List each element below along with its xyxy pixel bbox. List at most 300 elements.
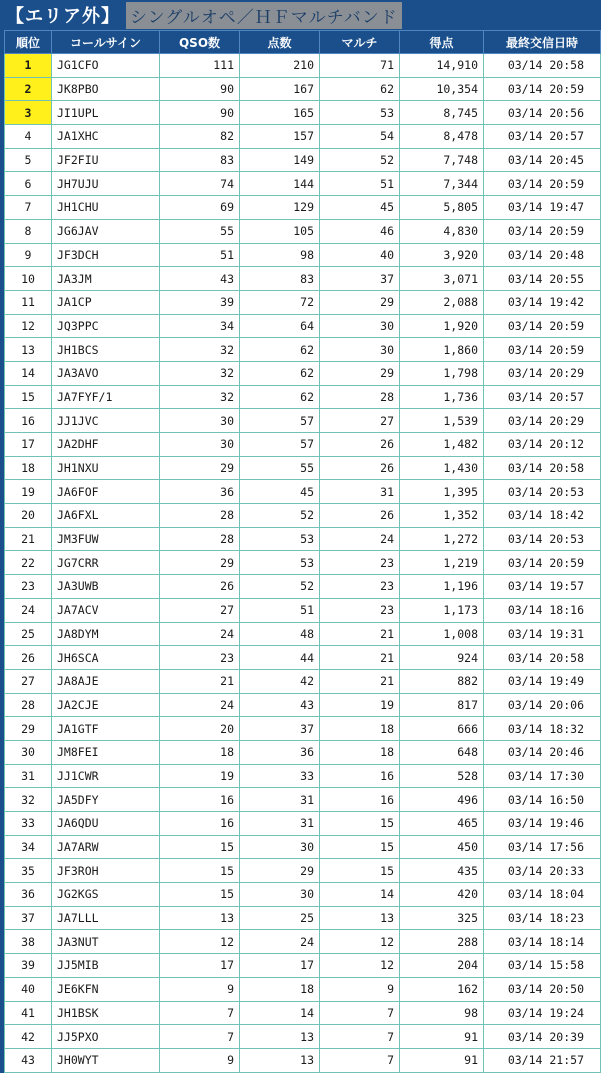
qso-cell: 24 xyxy=(160,622,240,646)
points-cell: 62 xyxy=(240,385,320,409)
multi-cell: 24 xyxy=(320,527,400,551)
qso-cell: 90 xyxy=(160,101,240,125)
rank-cell: 11 xyxy=(5,290,52,314)
multi-cell: 23 xyxy=(320,598,400,622)
rank-cell: 40 xyxy=(5,977,52,1001)
table-row xyxy=(5,172,601,196)
col-header-last-contact: 最終交信日時 xyxy=(484,31,601,54)
multi-cell: 54 xyxy=(320,125,400,149)
rank-cell: 6 xyxy=(5,172,52,196)
rank-cell: 32 xyxy=(5,788,52,812)
score-cell: 10,354 xyxy=(400,77,484,101)
points-cell: 167 xyxy=(240,77,320,101)
multi-cell: 30 xyxy=(320,314,400,338)
last-contact-cell: 03/14 20:33 xyxy=(484,859,601,883)
multi-cell: 29 xyxy=(320,290,400,314)
rank-cell: 2 xyxy=(5,77,52,101)
multi-cell: 62 xyxy=(320,77,400,101)
callsign-cell: JG1CFO xyxy=(52,54,160,78)
callsign-cell: JH1BCS xyxy=(52,338,160,362)
callsign-cell: JA1CP xyxy=(52,290,160,314)
callsign-cell: JA2DHF xyxy=(52,433,160,457)
table-row xyxy=(5,54,601,78)
multi-cell: 19 xyxy=(320,693,400,717)
callsign-cell: JA6FOF xyxy=(52,480,160,504)
last-contact-cell: 03/14 16:50 xyxy=(484,788,601,812)
rank-cell: 25 xyxy=(5,622,52,646)
callsign-cell: JA3AVO xyxy=(52,361,160,385)
multi-cell: 27 xyxy=(320,409,400,433)
area-label: 【エリア外】 xyxy=(6,6,120,27)
table-row xyxy=(5,883,601,907)
callsign-cell: JA3UWB xyxy=(52,575,160,599)
callsign-cell: JH1CHU xyxy=(52,196,160,220)
qso-cell: 74 xyxy=(160,172,240,196)
multi-cell: 31 xyxy=(320,480,400,504)
table-row xyxy=(5,361,601,385)
multi-cell: 45 xyxy=(320,196,400,220)
points-cell: 149 xyxy=(240,148,320,172)
rank-cell: 19 xyxy=(5,480,52,504)
points-cell: 42 xyxy=(240,669,320,693)
points-cell: 14 xyxy=(240,1001,320,1025)
points-cell: 57 xyxy=(240,433,320,457)
results-table-header xyxy=(5,31,601,54)
qso-cell: 24 xyxy=(160,693,240,717)
table-row xyxy=(5,409,601,433)
last-contact-cell: 03/14 19:31 xyxy=(484,622,601,646)
rank-cell: 36 xyxy=(5,883,52,907)
last-contact-cell: 03/14 17:56 xyxy=(484,835,601,859)
qso-cell: 30 xyxy=(160,409,240,433)
table-row xyxy=(5,977,601,1001)
last-contact-cell: 03/14 18:14 xyxy=(484,930,601,954)
points-cell: 52 xyxy=(240,575,320,599)
points-cell: 31 xyxy=(240,788,320,812)
points-cell: 165 xyxy=(240,101,320,125)
table-row xyxy=(5,480,601,504)
points-cell: 105 xyxy=(240,219,320,243)
last-contact-cell: 03/14 19:42 xyxy=(484,290,601,314)
qso-cell: 27 xyxy=(160,598,240,622)
callsign-cell: JA8DYM xyxy=(52,622,160,646)
table-row xyxy=(5,598,601,622)
qso-cell: 28 xyxy=(160,504,240,528)
last-contact-cell: 03/14 19:49 xyxy=(484,669,601,693)
table-row xyxy=(5,1048,601,1072)
points-cell: 83 xyxy=(240,267,320,291)
table-row xyxy=(5,669,601,693)
table-row xyxy=(5,314,601,338)
table-row xyxy=(5,906,601,930)
points-cell: 48 xyxy=(240,622,320,646)
multi-cell: 12 xyxy=(320,930,400,954)
last-contact-cell: 03/14 20:59 xyxy=(484,314,601,338)
col-header-multi: マルチ xyxy=(320,31,400,54)
callsign-cell: JA7ARW xyxy=(52,835,160,859)
qso-cell: 9 xyxy=(160,977,240,1001)
last-contact-cell: 03/14 20:48 xyxy=(484,243,601,267)
qso-cell: 15 xyxy=(160,859,240,883)
rank-cell: 7 xyxy=(5,196,52,220)
rank-cell: 39 xyxy=(5,954,52,978)
score-cell: 450 xyxy=(400,835,484,859)
last-contact-cell: 03/14 20:45 xyxy=(484,148,601,172)
points-cell: 62 xyxy=(240,361,320,385)
score-cell: 1,860 xyxy=(400,338,484,362)
table-row xyxy=(5,385,601,409)
qso-cell: 28 xyxy=(160,527,240,551)
callsign-cell: JG2KGS xyxy=(52,883,160,907)
callsign-cell: JA6QDU xyxy=(52,812,160,836)
qso-cell: 21 xyxy=(160,669,240,693)
last-contact-cell: 03/14 20:46 xyxy=(484,740,601,764)
rank-cell: 20 xyxy=(5,504,52,528)
multi-cell: 18 xyxy=(320,717,400,741)
qso-cell: 82 xyxy=(160,125,240,149)
points-cell: 64 xyxy=(240,314,320,338)
table-row xyxy=(5,456,601,480)
callsign-cell: JJ1JVC xyxy=(52,409,160,433)
multi-cell: 52 xyxy=(320,148,400,172)
qso-cell: 36 xyxy=(160,480,240,504)
table-row xyxy=(5,859,601,883)
score-cell: 666 xyxy=(400,717,484,741)
last-contact-cell: 03/14 20:06 xyxy=(484,693,601,717)
qso-cell: 30 xyxy=(160,433,240,457)
multi-cell: 21 xyxy=(320,669,400,693)
callsign-cell: JA2CJE xyxy=(52,693,160,717)
multi-cell: 15 xyxy=(320,812,400,836)
qso-cell: 18 xyxy=(160,740,240,764)
callsign-cell: JA7ACV xyxy=(52,598,160,622)
last-contact-cell: 03/14 20:58 xyxy=(484,456,601,480)
last-contact-cell: 03/14 20:58 xyxy=(484,646,601,670)
last-contact-cell: 03/14 20:59 xyxy=(484,77,601,101)
multi-cell: 37 xyxy=(320,267,400,291)
points-cell: 24 xyxy=(240,930,320,954)
score-cell: 465 xyxy=(400,812,484,836)
last-contact-cell: 03/14 20:59 xyxy=(484,338,601,362)
qso-cell: 13 xyxy=(160,906,240,930)
multi-cell: 14 xyxy=(320,883,400,907)
callsign-cell: JA3NUT xyxy=(52,930,160,954)
multi-cell: 21 xyxy=(320,646,400,670)
rank-cell: 35 xyxy=(5,859,52,883)
callsign-cell: JH7UJU xyxy=(52,172,160,196)
last-contact-cell: 03/14 20:53 xyxy=(484,480,601,504)
score-cell: 496 xyxy=(400,788,484,812)
table-row xyxy=(5,219,601,243)
qso-cell: 19 xyxy=(160,764,240,788)
qso-cell: 15 xyxy=(160,883,240,907)
table-row xyxy=(5,788,601,812)
table-row xyxy=(5,812,601,836)
callsign-cell: JM3FUW xyxy=(52,527,160,551)
last-contact-cell: 03/14 20:59 xyxy=(484,172,601,196)
callsign-cell: JA5DFY xyxy=(52,788,160,812)
callsign-cell: JG7CRR xyxy=(52,551,160,575)
qso-cell: 16 xyxy=(160,812,240,836)
callsign-cell: JM8FEI xyxy=(52,740,160,764)
table-row xyxy=(5,740,601,764)
qso-cell: 29 xyxy=(160,456,240,480)
multi-cell: 16 xyxy=(320,788,400,812)
rank-cell: 14 xyxy=(5,361,52,385)
callsign-cell: JI1UPL xyxy=(52,101,160,125)
points-cell: 62 xyxy=(240,338,320,362)
points-cell: 13 xyxy=(240,1025,320,1049)
multi-cell: 7 xyxy=(320,1025,400,1049)
points-cell: 55 xyxy=(240,456,320,480)
rank-cell: 42 xyxy=(5,1025,52,1049)
col-header-callsign: コールサイン xyxy=(52,31,160,54)
multi-cell: 15 xyxy=(320,859,400,883)
qso-cell: 15 xyxy=(160,835,240,859)
rank-cell: 13 xyxy=(5,338,52,362)
rank-cell: 4 xyxy=(5,125,52,149)
col-header-points: 点数 xyxy=(240,31,320,54)
score-cell: 1,430 xyxy=(400,456,484,480)
last-contact-cell: 03/14 20:29 xyxy=(484,361,601,385)
score-cell: 420 xyxy=(400,883,484,907)
score-cell: 1,272 xyxy=(400,527,484,551)
multi-cell: 23 xyxy=(320,575,400,599)
multi-cell: 46 xyxy=(320,219,400,243)
table-row xyxy=(5,646,601,670)
rank-cell: 17 xyxy=(5,433,52,457)
rank-cell: 16 xyxy=(5,409,52,433)
rank-cell: 37 xyxy=(5,906,52,930)
rank-cell: 31 xyxy=(5,764,52,788)
table-row xyxy=(5,835,601,859)
callsign-cell: JJ1CWR xyxy=(52,764,160,788)
score-cell: 1,920 xyxy=(400,314,484,338)
last-contact-cell: 03/14 19:47 xyxy=(484,196,601,220)
last-contact-cell: 03/14 20:50 xyxy=(484,977,601,1001)
results-table xyxy=(4,30,601,1073)
rank-cell: 26 xyxy=(5,646,52,670)
rank-cell: 23 xyxy=(5,575,52,599)
points-cell: 37 xyxy=(240,717,320,741)
score-cell: 2,088 xyxy=(400,290,484,314)
multi-cell: 21 xyxy=(320,622,400,646)
callsign-cell: JG6JAV xyxy=(52,219,160,243)
col-header-rank: 順位 xyxy=(5,31,52,54)
table-row xyxy=(5,575,601,599)
rank-cell: 10 xyxy=(5,267,52,291)
callsign-cell: JJ5PXO xyxy=(52,1025,160,1049)
rank-cell: 22 xyxy=(5,551,52,575)
callsign-cell: JH1NXU xyxy=(52,456,160,480)
results-table-body xyxy=(5,54,601,1073)
multi-cell: 12 xyxy=(320,954,400,978)
score-cell: 1,736 xyxy=(400,385,484,409)
multi-cell: 51 xyxy=(320,172,400,196)
last-contact-cell: 03/14 18:42 xyxy=(484,504,601,528)
points-cell: 30 xyxy=(240,835,320,859)
points-cell: 144 xyxy=(240,172,320,196)
points-cell: 43 xyxy=(240,693,320,717)
last-contact-cell: 03/14 18:16 xyxy=(484,598,601,622)
multi-cell: 7 xyxy=(320,1048,400,1072)
last-contact-cell: 03/14 18:04 xyxy=(484,883,601,907)
qso-cell: 7 xyxy=(160,1001,240,1025)
table-row xyxy=(5,693,601,717)
qso-cell: 39 xyxy=(160,290,240,314)
rank-cell: 9 xyxy=(5,243,52,267)
last-contact-cell: 03/14 19:57 xyxy=(484,575,601,599)
points-cell: 53 xyxy=(240,527,320,551)
last-contact-cell: 03/14 18:32 xyxy=(484,717,601,741)
last-contact-cell: 03/14 20:59 xyxy=(484,551,601,575)
score-cell: 288 xyxy=(400,930,484,954)
col-header-score: 得点 xyxy=(400,31,484,54)
last-contact-cell: 03/14 18:23 xyxy=(484,906,601,930)
callsign-cell: JF3DCH xyxy=(52,243,160,267)
table-row xyxy=(5,930,601,954)
last-contact-cell: 03/14 20:57 xyxy=(484,385,601,409)
score-cell: 7,344 xyxy=(400,172,484,196)
table-row xyxy=(5,1025,601,1049)
rank-cell: 43 xyxy=(5,1048,52,1072)
qso-cell: 16 xyxy=(160,788,240,812)
score-cell: 91 xyxy=(400,1025,484,1049)
callsign-cell: JA1XHC xyxy=(52,125,160,149)
callsign-cell: JH1BSK xyxy=(52,1001,160,1025)
multi-cell: 71 xyxy=(320,54,400,78)
last-contact-cell: 03/14 20:55 xyxy=(484,267,601,291)
last-contact-cell: 03/14 19:24 xyxy=(484,1001,601,1025)
table-row xyxy=(5,196,601,220)
multi-cell: 9 xyxy=(320,977,400,1001)
points-cell: 31 xyxy=(240,812,320,836)
callsign-cell: JE6KFN xyxy=(52,977,160,1001)
multi-cell: 26 xyxy=(320,433,400,457)
table-row xyxy=(5,1001,601,1025)
score-cell: 98 xyxy=(400,1001,484,1025)
rank-cell: 12 xyxy=(5,314,52,338)
rank-cell: 15 xyxy=(5,385,52,409)
points-cell: 129 xyxy=(240,196,320,220)
qso-cell: 23 xyxy=(160,646,240,670)
score-cell: 5,805 xyxy=(400,196,484,220)
score-cell: 1,539 xyxy=(400,409,484,433)
qso-cell: 55 xyxy=(160,219,240,243)
points-cell: 17 xyxy=(240,954,320,978)
last-contact-cell: 03/14 20:53 xyxy=(484,527,601,551)
qso-cell: 83 xyxy=(160,148,240,172)
qso-cell: 12 xyxy=(160,930,240,954)
callsign-cell: JA1GTF xyxy=(52,717,160,741)
last-contact-cell: 03/14 19:46 xyxy=(484,812,601,836)
qso-cell: 32 xyxy=(160,361,240,385)
points-cell: 52 xyxy=(240,504,320,528)
score-cell: 1,798 xyxy=(400,361,484,385)
rank-cell: 18 xyxy=(5,456,52,480)
rank-cell: 33 xyxy=(5,812,52,836)
score-cell: 8,478 xyxy=(400,125,484,149)
table-row xyxy=(5,764,601,788)
last-contact-cell: 03/14 15:58 xyxy=(484,954,601,978)
callsign-cell: JJ5MIB xyxy=(52,954,160,978)
score-cell: 882 xyxy=(400,669,484,693)
score-cell: 648 xyxy=(400,740,484,764)
score-cell: 1,482 xyxy=(400,433,484,457)
table-row xyxy=(5,77,601,101)
points-cell: 157 xyxy=(240,125,320,149)
table-row xyxy=(5,148,601,172)
points-cell: 30 xyxy=(240,883,320,907)
multi-cell: 15 xyxy=(320,835,400,859)
rank-cell: 34 xyxy=(5,835,52,859)
points-cell: 72 xyxy=(240,290,320,314)
last-contact-cell: 03/14 20:56 xyxy=(484,101,601,125)
rank-cell: 30 xyxy=(5,740,52,764)
qso-cell: 7 xyxy=(160,1025,240,1049)
multi-cell: 16 xyxy=(320,764,400,788)
table-row xyxy=(5,243,601,267)
rank-cell: 8 xyxy=(5,219,52,243)
table-row xyxy=(5,954,601,978)
qso-cell: 51 xyxy=(160,243,240,267)
qso-cell: 29 xyxy=(160,551,240,575)
multi-cell: 26 xyxy=(320,504,400,528)
multi-cell: 28 xyxy=(320,385,400,409)
rank-cell: 3 xyxy=(5,101,52,125)
score-cell: 817 xyxy=(400,693,484,717)
rank-cell: 28 xyxy=(5,693,52,717)
callsign-cell: JA8AJE xyxy=(52,669,160,693)
table-row xyxy=(5,504,601,528)
points-cell: 44 xyxy=(240,646,320,670)
score-cell: 8,745 xyxy=(400,101,484,125)
points-cell: 57 xyxy=(240,409,320,433)
table-row xyxy=(5,622,601,646)
table-row xyxy=(5,338,601,362)
table-row xyxy=(5,125,601,149)
table-row xyxy=(5,290,601,314)
multi-cell: 40 xyxy=(320,243,400,267)
callsign-cell: JQ3PPC xyxy=(52,314,160,338)
qso-cell: 26 xyxy=(160,575,240,599)
rank-cell: 38 xyxy=(5,930,52,954)
results-title xyxy=(4,2,402,28)
points-cell: 210 xyxy=(240,54,320,78)
last-contact-cell: 03/14 20:59 xyxy=(484,219,601,243)
last-contact-cell: 03/14 21:57 xyxy=(484,1048,601,1072)
score-cell: 91 xyxy=(400,1048,484,1072)
score-cell: 4,830 xyxy=(400,219,484,243)
score-cell: 162 xyxy=(400,977,484,1001)
score-cell: 435 xyxy=(400,859,484,883)
table-row xyxy=(5,717,601,741)
qso-cell: 43 xyxy=(160,267,240,291)
callsign-cell: JH0WYT xyxy=(52,1048,160,1072)
qso-cell: 17 xyxy=(160,954,240,978)
points-cell: 13 xyxy=(240,1048,320,1072)
category-label: シングルオペ／ＨＦマルチバンド xyxy=(126,2,402,29)
score-cell: 325 xyxy=(400,906,484,930)
score-cell: 924 xyxy=(400,646,484,670)
points-cell: 29 xyxy=(240,859,320,883)
score-cell: 1,008 xyxy=(400,622,484,646)
callsign-cell: JA6FXL xyxy=(52,504,160,528)
points-cell: 18 xyxy=(240,977,320,1001)
rank-cell: 29 xyxy=(5,717,52,741)
score-cell: 14,910 xyxy=(400,54,484,78)
callsign-cell: JA7FYF/1 xyxy=(52,385,160,409)
